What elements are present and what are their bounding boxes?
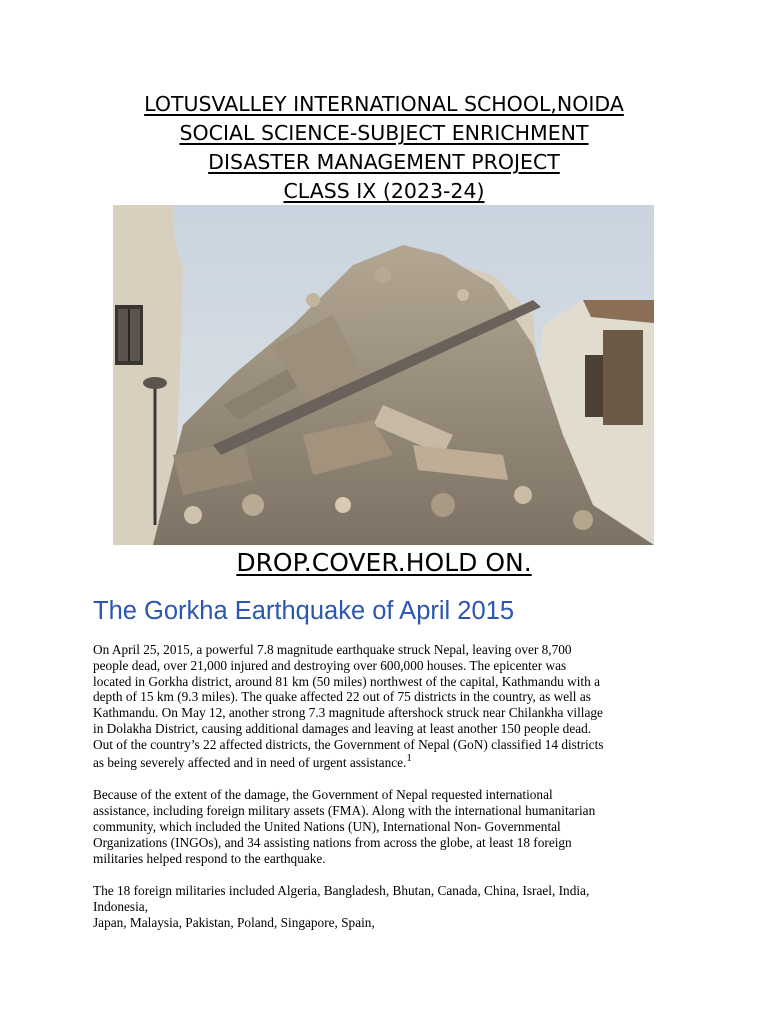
text-line: Japan, Malaysia, Pakistan, Poland, Singapore, Spain, — [93, 914, 375, 930]
text-line: militaries helped respond to the earthquake. — [93, 850, 326, 866]
earthquake-rubble-photo — [113, 205, 654, 545]
text-line: depth of 15 km (9.3 miles). The quake affected 22 out of 75 districts in the country, as well as — [93, 689, 591, 705]
text-line: Kathmandu. On May 12, another strong 7.3 magnitude aftershock struck near Chilankha village — [93, 705, 603, 721]
slogan-heading: DROP.COVER.HOLD ON. — [236, 548, 532, 577]
footnote-marker: 1 — [406, 751, 412, 764]
paragraph-spacer — [93, 866, 683, 883]
article-body — [93, 642, 683, 931]
header-line-subject: SOCIAL SCIENCE-SUBJECT ENRICHMENT — [179, 121, 589, 145]
text-line: Organizations (INGOs), and 34 assisting nations from across the globe, at least 18 foreign — [93, 834, 572, 850]
section-title: The Gorkha Earthquake of April 2015 — [93, 597, 515, 625]
text-line: people dead, over 21,000 injured and destroying over 600,000 houses. The epicenter was — [93, 657, 567, 673]
text-line-with-footnote — [93, 751, 683, 771]
text-line: Out of the country’s 22 affected districts, the Government of Nepal (GoN) classified 14 districts — [93, 736, 604, 752]
paragraph-spacer — [93, 770, 683, 787]
document-header — [0, 90, 768, 206]
rubble-illustration — [113, 205, 654, 545]
header-line-school: LOTUSVALLEY INTERNATIONAL SCHOOL,NOIDA — [144, 92, 624, 116]
text-line: Indonesia, — [93, 899, 149, 915]
text-line: Because of the extent of the damage, the Government of Nepal requested international — [93, 787, 553, 803]
header-line-class: CLASS IX (2023-24) — [283, 179, 485, 203]
text-line: as being severely affected and in need of urgent assistance. — [93, 754, 407, 770]
text-line: community, which included the United Nations (UN), International Non- Governmental — [93, 818, 561, 834]
text-line: The 18 foreign militaries included Algeria, Bangladesh, Bhutan, Canada, China, Israel, India, — [93, 883, 590, 899]
text-line: assistance, including foreign military assets (FMA). Along with the international humanitarian — [93, 803, 596, 819]
text-line: in Dolakha District, causing additional damages and leaving at least another 150 people dead. — [93, 720, 592, 736]
header-line-project: DISASTER MANAGEMENT PROJECT — [208, 150, 560, 174]
text-line: located in Gorkha district, around 81 km (50 miles) northwest of the capital, Kathmandu with a — [93, 673, 601, 689]
text-line: On April 25, 2015, a powerful 7.8 magnitude earthquake struck Nepal, leaving over 8,700 — [93, 642, 572, 657]
